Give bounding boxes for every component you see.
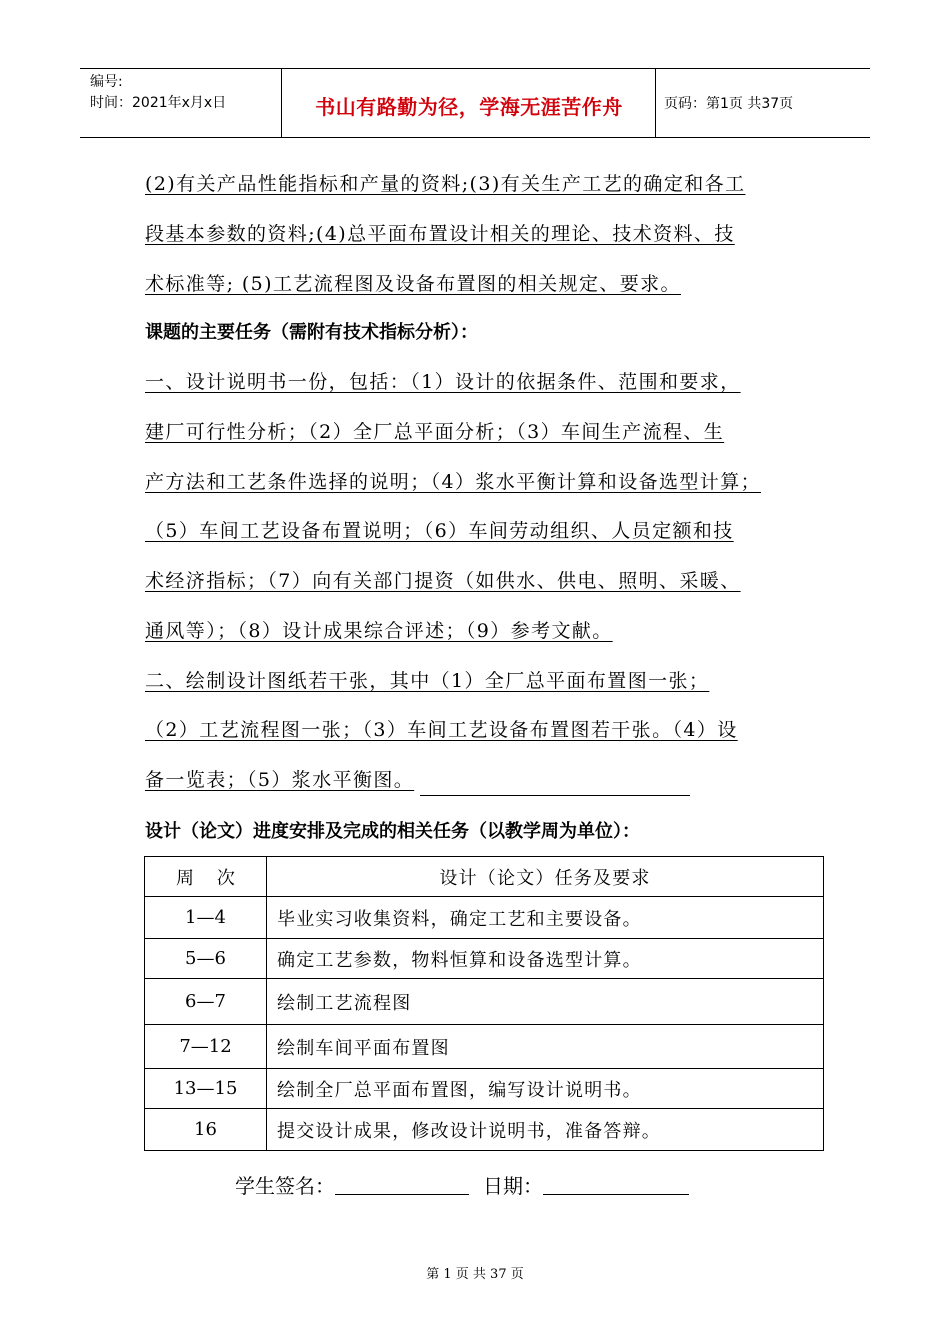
document-number-label: 编号: [90,74,123,90]
underline-filler [420,795,690,796]
week-column-header: 周 次 [145,857,267,897]
body-line: （2）工艺流程图一张；（3）车间工艺设备布置图若干张。（4）设 [145,719,738,741]
student-signature-blank[interactable] [335,1174,469,1195]
date-blank[interactable] [543,1174,689,1195]
table-row [145,1069,824,1109]
header-motto: 书山有路勤为径，学海无涯苦作舟 [315,95,623,119]
body-line: 备一览表；（5）浆水平衡图。 [145,769,415,791]
body-line: 建厂可行性分析；（2）全厂总平面分析；（3）车间生产流程、生 [145,421,725,443]
week-cell: 1—4 [145,897,267,939]
header-divider [655,69,656,137]
table-header-row [145,857,824,897]
week-cell: 5—6 [145,939,267,979]
task-cell: 提交设计成果，修改设计说明书，准备答辩。 [267,1109,824,1151]
week-cell: 6—7 [145,979,267,1025]
header-divider [281,69,282,137]
body-line: 一、设计说明书一份，包括：（1）设计的依据条件、范围和要求， [145,371,741,393]
body-line: 术标准等; (5)工艺流程图及设备布置图的相关规定、要求。 [145,273,681,295]
main-tasks-heading: 课题的主要任务（需附有技术指标分析）： [145,322,478,343]
header-page-code: 页码：第1页 共37页 [664,96,794,112]
page-header [80,68,870,138]
body-line: (2)有关产品性能指标和产量的资料;(3)有关生产工艺的确定和各工 [145,173,746,195]
page-footer: 第 1 页 共 37 页 [426,1267,524,1282]
week-cell: 13—15 [145,1069,267,1109]
task-cell: 绘制工艺流程图 [267,979,824,1025]
document-time: 时间：2021年x月x日 [90,95,227,111]
week-cell: 16 [145,1109,267,1151]
signature-line [235,1170,689,1199]
task-cell: 毕业实习收集资料，确定工艺和主要设备。 [267,897,824,939]
table-row [145,1109,824,1151]
body-line: 段基本参数的资料;(4)总平面布置设计相关的理论、技术资料、技 [145,223,735,245]
body-line: 通风等）；（8）设计成果综合评述；（9）参考文献。 [145,620,613,642]
header-meta [90,72,226,114]
task-cell: 绘制车间平面布置图 [267,1025,824,1069]
student-signature-label: 学生签名： [235,1174,335,1198]
task-cell: 绘制全厂总平面布置图，编写设计说明书。 [267,1069,824,1109]
date-label: 日期： [483,1174,543,1198]
body-line: 产方法和工艺条件选择的说明；（4）浆水平衡计算和设备选型计算； [145,471,761,493]
schedule-heading: 设计（论文）进度安排及完成的相关任务（以教学周为单位）： [145,821,640,842]
table-row [145,939,824,979]
table-row [145,897,824,939]
table-row [145,1025,824,1069]
schedule-table [144,856,824,1151]
task-column-header: 设计（论文）任务及要求 [267,857,824,897]
task-cell: 确定工艺参数，物料恒算和设备选型计算。 [267,939,824,979]
body-line: 二、绘制设计图纸若干张，其中（1）全厂总平面布置图一张； [145,670,710,692]
week-cell: 7—12 [145,1025,267,1069]
body-line: （5）车间工艺设备布置说明；（6）车间劳动组织、人员定额和技 [145,520,734,542]
table-row [145,979,824,1025]
body-line: 术经济指标；（7）向有关部门提资（如供水、供电、照明、采暖、 [145,570,741,592]
